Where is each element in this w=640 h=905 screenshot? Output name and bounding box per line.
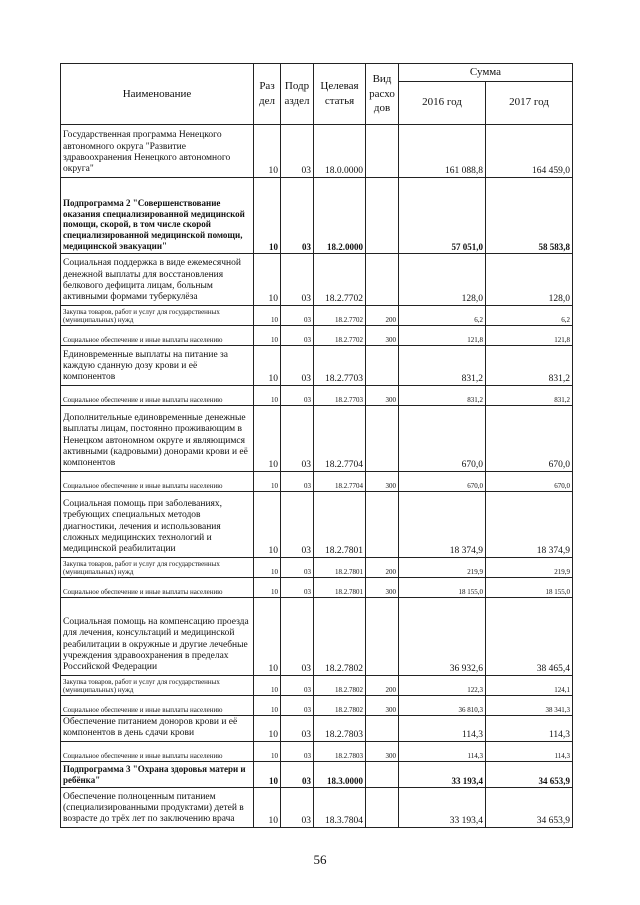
cell-vid: 300 xyxy=(366,741,399,761)
cell-target: 18.2.7702 xyxy=(314,305,366,325)
table-row xyxy=(61,385,573,405)
cell-target: 18.2.7703 xyxy=(314,385,366,405)
cell-target: 18.2.7801 xyxy=(314,577,366,597)
cell-razdel: 10 xyxy=(254,325,281,345)
cell-podrazdel: 03 xyxy=(281,695,314,715)
cell-vid: 300 xyxy=(366,385,399,405)
table-row xyxy=(61,557,573,577)
cell-vid xyxy=(366,405,399,471)
cell-vid: 200 xyxy=(366,557,399,577)
cell-2017: 58 583,8 xyxy=(486,177,573,253)
header-2017: 2017 год xyxy=(486,81,573,124)
cell-vid: 300 xyxy=(366,471,399,491)
cell-2016: 831,2 xyxy=(399,385,486,405)
cell-2016: 18 155,0 xyxy=(399,577,486,597)
cell-name: Социальное обеспечение и иные выплаты населению xyxy=(61,325,254,345)
cell-podrazdel: 03 xyxy=(281,675,314,695)
cell-2017: 124,1 xyxy=(486,675,573,695)
cell-2016: 33 193,4 xyxy=(399,761,486,787)
cell-vid: 200 xyxy=(366,305,399,325)
cell-name: Социальное обеспечение и иные выплаты населению xyxy=(61,385,254,405)
cell-razdel: 10 xyxy=(254,741,281,761)
cell-podrazdel: 03 xyxy=(281,345,314,385)
table-row xyxy=(61,305,573,325)
cell-2016: 219,9 xyxy=(399,557,486,577)
table-row xyxy=(61,761,573,787)
cell-2017: 670,0 xyxy=(486,471,573,491)
cell-razdel: 10 xyxy=(254,253,281,305)
cell-2017: 18 374,9 xyxy=(486,491,573,557)
cell-vid xyxy=(366,124,399,177)
cell-podrazdel: 03 xyxy=(281,305,314,325)
cell-razdel: 10 xyxy=(254,695,281,715)
cell-podrazdel: 03 xyxy=(281,787,314,827)
cell-name: Социальное обеспечение и иные выплаты населению xyxy=(61,471,254,491)
cell-2016: 33 193,4 xyxy=(399,787,486,827)
cell-target: 18.0.0000 xyxy=(314,124,366,177)
cell-2016: 6,2 xyxy=(399,305,486,325)
cell-2017: 670,0 xyxy=(486,405,573,471)
cell-target: 18.2.7803 xyxy=(314,741,366,761)
cell-podrazdel: 03 xyxy=(281,557,314,577)
cell-target: 18.2.7802 xyxy=(314,597,366,675)
cell-2017: 831,2 xyxy=(486,385,573,405)
cell-target: 18.2.7702 xyxy=(314,325,366,345)
header-sum: Сумма xyxy=(399,64,573,82)
table-row xyxy=(61,325,573,345)
cell-podrazdel: 03 xyxy=(281,741,314,761)
cell-razdel: 10 xyxy=(254,675,281,695)
cell-2016: 122,3 xyxy=(399,675,486,695)
cell-vid xyxy=(366,491,399,557)
table-body xyxy=(61,124,573,827)
cell-podrazdel: 03 xyxy=(281,491,314,557)
cell-podrazdel: 03 xyxy=(281,385,314,405)
cell-2017: 38 341,3 xyxy=(486,695,573,715)
header-target: Целевая статья xyxy=(314,64,366,125)
cell-target: 18.2.7802 xyxy=(314,695,366,715)
cell-2017: 121,8 xyxy=(486,325,573,345)
cell-razdel: 10 xyxy=(254,305,281,325)
cell-razdel: 10 xyxy=(254,597,281,675)
cell-podrazdel: 03 xyxy=(281,253,314,305)
cell-2016: 670,0 xyxy=(399,471,486,491)
cell-name: Социальная помощь при заболеваниях, требующих специальных методов диагностики, лечения и использования сложных медицинских технологий и медицинской реабилитации xyxy=(61,491,254,557)
cell-2016: 18 374,9 xyxy=(399,491,486,557)
cell-2016: 36 810,3 xyxy=(399,695,486,715)
cell-2016: 114,3 xyxy=(399,741,486,761)
cell-razdel: 10 xyxy=(254,471,281,491)
cell-vid xyxy=(366,177,399,253)
cell-name: Закупка товаров, работ и услуг для государственных (муниципальных) нужд xyxy=(61,305,254,325)
header-razdel: Раз дел xyxy=(254,64,281,125)
table-row xyxy=(61,741,573,761)
cell-2016: 114,3 xyxy=(399,715,486,741)
cell-2016: 36 932,6 xyxy=(399,597,486,675)
cell-2016: 57 051,0 xyxy=(399,177,486,253)
cell-name: Обеспечение полноценным питанием (специализированными продуктами) детей в возрасте до трёх лет по заключению врача xyxy=(61,787,254,827)
cell-name: Подпрограмма 3 "Охрана здоровья матери и ребёнка" xyxy=(61,761,254,787)
table-row xyxy=(61,124,573,177)
cell-target: 18.2.0000 xyxy=(314,177,366,253)
cell-name: Социальная помощь на компенсацию проезда для лечения, консультаций и медицинской реабилитации в окружные и другие лечебные учреждения здравоохранения в пределах Российской Федерации xyxy=(61,597,254,675)
cell-2016: 121,8 xyxy=(399,325,486,345)
cell-podrazdel: 03 xyxy=(281,471,314,491)
cell-razdel: 10 xyxy=(254,405,281,471)
cell-2016: 831,2 xyxy=(399,345,486,385)
cell-razdel: 10 xyxy=(254,761,281,787)
cell-name: Государственная программа Ненецкого автономного округа "Развитие здравоохранения Ненецкого автономного округа" xyxy=(61,124,254,177)
cell-podrazdel: 03 xyxy=(281,577,314,597)
cell-2017: 831,2 xyxy=(486,345,573,385)
cell-name: Закупка товаров, работ и услуг для государственных (муниципальных) нужд xyxy=(61,675,254,695)
cell-vid xyxy=(366,715,399,741)
budget-table xyxy=(60,63,573,828)
cell-target: 18.2.7801 xyxy=(314,491,366,557)
table-row xyxy=(61,253,573,305)
cell-name: Социальное обеспечение и иные выплаты населению xyxy=(61,577,254,597)
cell-vid: 300 xyxy=(366,695,399,715)
cell-name: Социальная поддержка в виде ежемесячной денежной выплаты для восстановления белкового дефицита лицам, больным активными формами туберкулёза xyxy=(61,253,254,305)
table-row xyxy=(61,491,573,557)
cell-2017: 114,3 xyxy=(486,741,573,761)
cell-name: Единовременные выплаты на питание за каждую сданную дозу крови и её компонентов xyxy=(61,345,254,385)
header-name: Наименование xyxy=(61,64,254,125)
cell-vid xyxy=(366,787,399,827)
cell-target: 18.2.7703 xyxy=(314,345,366,385)
header-podrazdel: Подр аздел xyxy=(281,64,314,125)
cell-razdel: 10 xyxy=(254,577,281,597)
header-vid: Вид расхо дов xyxy=(366,64,399,125)
table-row xyxy=(61,577,573,597)
cell-2016: 670,0 xyxy=(399,405,486,471)
cell-name: Социальное обеспечение и иные выплаты населению xyxy=(61,741,254,761)
cell-razdel: 10 xyxy=(254,715,281,741)
cell-2017: 164 459,0 xyxy=(486,124,573,177)
cell-razdel: 10 xyxy=(254,345,281,385)
cell-target: 18.2.7702 xyxy=(314,253,366,305)
table-row xyxy=(61,695,573,715)
budget-page xyxy=(60,63,572,828)
cell-razdel: 10 xyxy=(254,124,281,177)
table-row xyxy=(61,675,573,695)
cell-name: Социальное обеспечение и иные выплаты населению xyxy=(61,695,254,715)
cell-vid xyxy=(366,597,399,675)
cell-name: Подпрограмма 2 "Совершенствование оказания специализированной медицинской помощи, скорой, в том числе скорой специализированной медицинской помощи, медицинской эвакуации" xyxy=(61,177,254,253)
cell-target: 18.3.0000 xyxy=(314,761,366,787)
cell-razdel: 10 xyxy=(254,177,281,253)
cell-podrazdel: 03 xyxy=(281,761,314,787)
table-row xyxy=(61,177,573,253)
cell-name: Дополнительные единовременные денежные выплаты лицам, постоянно проживающим в Ненецком автономном округе и являющимся активными (кадровыми) донорами крови и её компонентов xyxy=(61,405,254,471)
cell-2017: 38 465,4 xyxy=(486,597,573,675)
cell-vid xyxy=(366,761,399,787)
cell-name: Закупка товаров, работ и услуг для государственных (муниципальных) нужд xyxy=(61,557,254,577)
cell-podrazdel: 03 xyxy=(281,325,314,345)
cell-target: 18.3.7804 xyxy=(314,787,366,827)
cell-target: 18.2.7802 xyxy=(314,675,366,695)
cell-2017: 219,9 xyxy=(486,557,573,577)
cell-razdel: 10 xyxy=(254,491,281,557)
cell-podrazdel: 03 xyxy=(281,177,314,253)
cell-podrazdel: 03 xyxy=(281,124,314,177)
cell-target: 18.2.7801 xyxy=(314,557,366,577)
cell-razdel: 10 xyxy=(254,385,281,405)
table-row xyxy=(61,715,573,741)
table-row xyxy=(61,787,573,827)
header-2016: 2016 год xyxy=(399,81,486,124)
cell-podrazdel: 03 xyxy=(281,405,314,471)
cell-target: 18.2.7704 xyxy=(314,471,366,491)
cell-vid: 200 xyxy=(366,675,399,695)
cell-vid xyxy=(366,253,399,305)
cell-2017: 34 653,9 xyxy=(486,761,573,787)
cell-razdel: 10 xyxy=(254,557,281,577)
cell-2016: 128,0 xyxy=(399,253,486,305)
cell-vid: 300 xyxy=(366,325,399,345)
cell-2017: 18 155,0 xyxy=(486,577,573,597)
cell-2017: 6,2 xyxy=(486,305,573,325)
cell-2017: 114,3 xyxy=(486,715,573,741)
cell-target: 18.2.7704 xyxy=(314,405,366,471)
cell-target: 18.2.7803 xyxy=(314,715,366,741)
table-row xyxy=(61,471,573,491)
cell-2017: 128,0 xyxy=(486,253,573,305)
cell-2016: 161 088,8 xyxy=(399,124,486,177)
table-row xyxy=(61,597,573,675)
page-number: 56 xyxy=(313,852,327,867)
cell-name: Обеспечение питанием доноров крови и её компонентов в день сдачи крови xyxy=(61,715,254,741)
cell-podrazdel: 03 xyxy=(281,715,314,741)
cell-2017: 34 653,9 xyxy=(486,787,573,827)
cell-podrazdel: 03 xyxy=(281,597,314,675)
cell-vid: 300 xyxy=(366,577,399,597)
cell-vid xyxy=(366,345,399,385)
table-row xyxy=(61,345,573,385)
table-row xyxy=(61,405,573,471)
cell-razdel: 10 xyxy=(254,787,281,827)
